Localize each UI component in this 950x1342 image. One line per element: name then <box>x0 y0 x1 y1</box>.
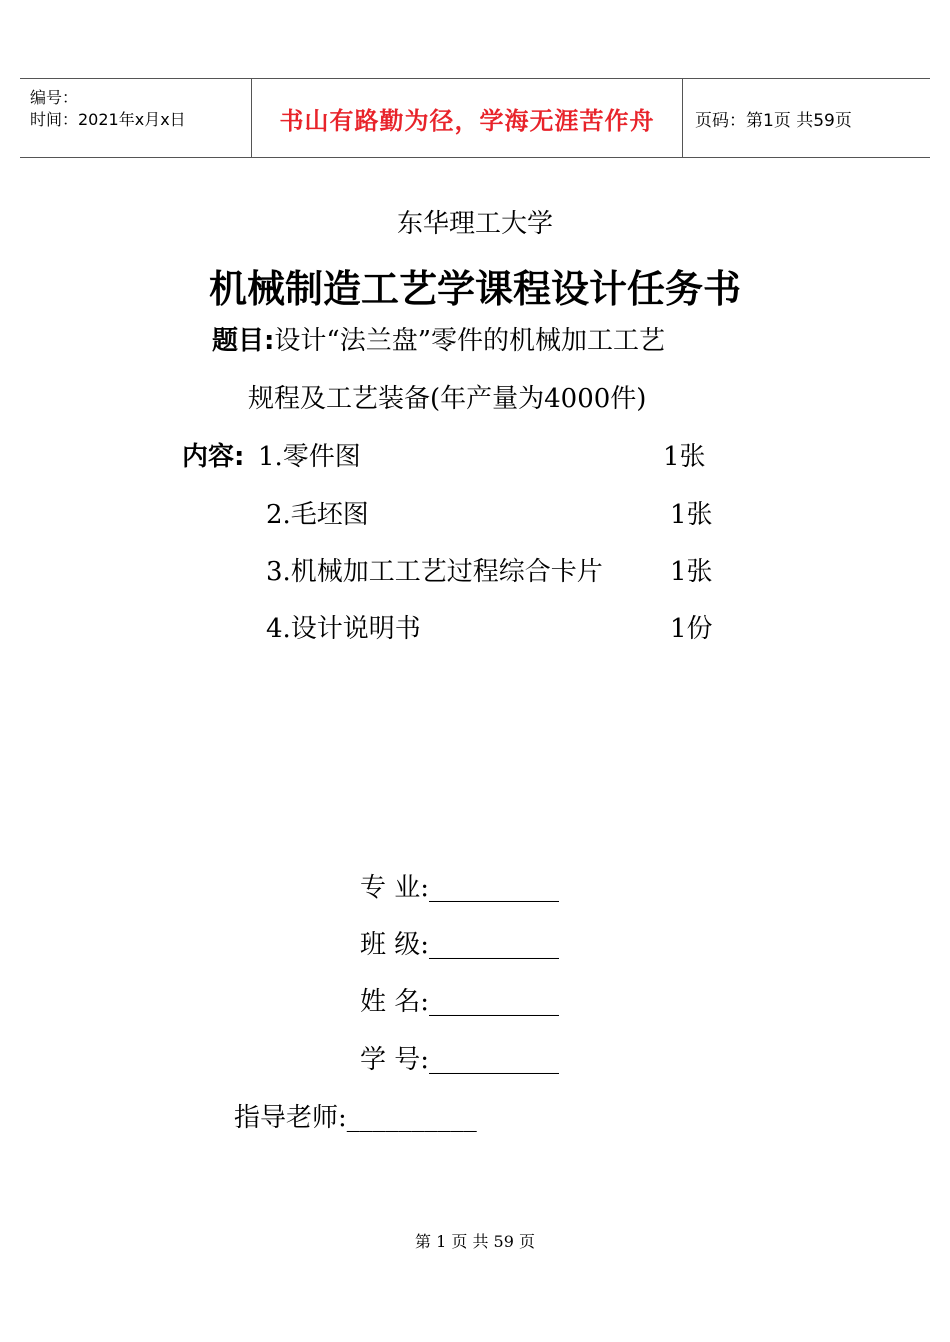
page-code: 页码：第1页 共59页 <box>695 110 852 131</box>
content-item: 2.毛坯图 <box>266 500 369 530</box>
content-item-qty: 1份 <box>670 614 713 644</box>
document-title: 机械制造工艺学课程设计任务书 <box>208 267 741 311</box>
topic-line-1 <box>212 320 665 357</box>
content-item: 4.设计说明书 <box>266 614 421 644</box>
content-item: 3.机械加工工艺过程综合卡片 <box>266 557 603 587</box>
name-field: 姓 名:__________ <box>360 987 560 1017</box>
content-item-qty: 1张 <box>670 500 713 530</box>
topic-text-1: 设计“法兰盘”零件的机械加工工艺 <box>274 326 665 356</box>
school-name: 东华理工大学 <box>396 209 553 239</box>
number-label: 编号： <box>30 88 79 107</box>
header-page-cell <box>683 79 930 157</box>
content-item: 1.零件图 <box>258 442 361 472</box>
class-field: 班 级:__________ <box>360 930 560 960</box>
motto-text: 书山有路勤为径，学海无涯苦作舟 <box>279 106 655 135</box>
advisor-field: 指导老师:__________ <box>234 1103 477 1133</box>
major-field: 专 业:__________ <box>360 873 560 903</box>
topic-label: 题目: <box>212 326 275 356</box>
content-label: 内容: <box>182 442 245 472</box>
header-table <box>20 78 930 158</box>
content-item-qty: 1张 <box>663 442 706 472</box>
topic-line-2: 规程及工艺装备(年产量为4000件) <box>248 384 647 414</box>
time-label: 时间：2021年x月x日 <box>30 110 186 129</box>
header-motto-cell <box>252 79 683 157</box>
page-footer: 第 1 页 共 59 页 <box>415 1232 535 1251</box>
student-id-field: 学 号:__________ <box>360 1045 560 1075</box>
content-item-qty: 1张 <box>670 557 713 587</box>
header-meta-cell <box>20 79 252 157</box>
